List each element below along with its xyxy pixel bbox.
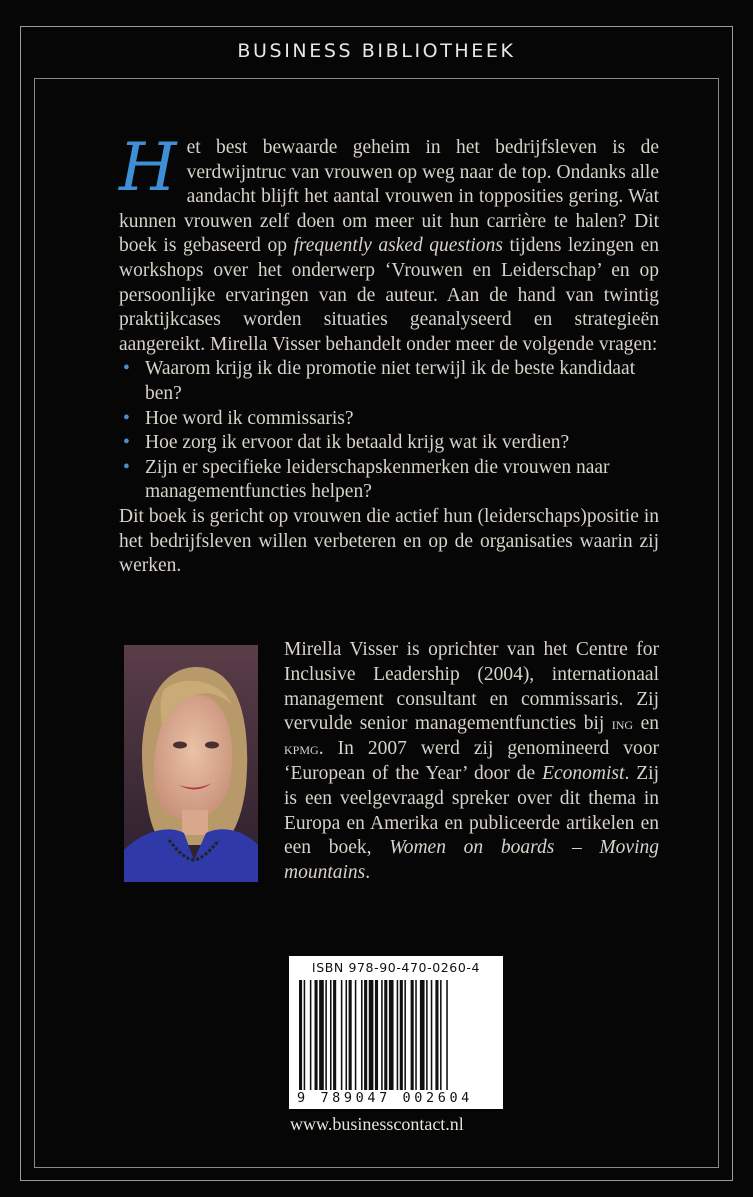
barcode-bar	[426, 980, 428, 1090]
barcode-bar	[435, 980, 438, 1090]
barcode-bar	[411, 980, 414, 1090]
barcode-bar	[355, 980, 357, 1090]
barcode-bar	[304, 980, 306, 1090]
blurb-closing: Dit boek is gericht op vrouwen die actief hun (leiderschaps)positie in het bedrijfsleven willen verbeteren en op de organisaties waarin zij werken.	[119, 505, 659, 577]
list-item: • Hoe word ik commissaris?	[119, 407, 659, 432]
barcode-bar	[397, 980, 399, 1090]
ing-text: ing	[611, 714, 634, 734]
website-url: www.businesscontact.nl	[290, 1114, 464, 1134]
bullet-icon: •	[123, 407, 130, 429]
barcode-bar	[364, 980, 367, 1090]
book-title: Women on boards – Moving mountains	[284, 837, 660, 884]
author-photo	[124, 645, 258, 882]
barcode-bar	[346, 980, 348, 1090]
barcode-bar	[299, 980, 302, 1090]
barcode-bar	[361, 980, 363, 1090]
barcode-bar	[319, 980, 324, 1090]
economist-text: Economist	[542, 762, 625, 784]
barcode-bar	[315, 980, 318, 1090]
barcode-bar	[400, 980, 403, 1090]
question-list	[119, 357, 659, 505]
barcode-bar	[310, 980, 312, 1090]
drop-cap: H	[119, 129, 177, 206]
isbn-label: ISBN 978-90-470-0260-4	[311, 960, 481, 975]
author-bio: Mirella Visser is oprichter van het Centre for Inclusive Leadership (2004), internationaal management consultant en commissaris. Zij vervulde senior managementfuncties bij ing en kpmg. In 2007 werd zij genomineerd voor ‘European of the Year’ door de Economist. Zij is een veelgevraagd spreker over dit thema in Europa en Amerika en publiceerde artikelen en een boek, Women on boards – Moving mountains.	[284, 639, 660, 884]
barcode-bar	[440, 980, 442, 1090]
intro-rest: tijdens lezingen en workshops over het onderwerp ‘Vrouwen en Leiderschap’ en op persoonlijke ervaringen van de auteur. Aan de hand van twintig praktijkcases worden situaties geanalyseerd en strategieën aangereikt. Mirella Visser behandelt onder meer de volgende vragen:	[119, 235, 659, 355]
barcode-bar	[384, 980, 387, 1090]
barcode-bar	[420, 980, 425, 1090]
barcode-bar	[446, 980, 448, 1090]
kpmg-text: kpmg	[284, 739, 319, 759]
barcode-bar	[381, 980, 383, 1090]
barcode-bar	[415, 980, 417, 1090]
barcode-bar	[330, 980, 332, 1090]
barcode-bar	[325, 980, 327, 1090]
barcode-bar	[369, 980, 374, 1090]
list-item: • Hoe zorg ik ervoor dat ik betaald krijg wat ik verdien?	[119, 431, 659, 456]
barcode-bar	[375, 980, 378, 1090]
barcode-bar	[431, 980, 433, 1090]
series-title: BUSINESS BIBLIOTHEEK	[237, 40, 516, 62]
bullet-icon: •	[123, 358, 130, 380]
barcode-bar	[404, 980, 406, 1090]
list-item: • Zijn er specifieke leiderschapskenmerken die vrouwen naar managementfuncties helpen?	[123, 456, 610, 503]
list-item: • Waarom krijg ik die promotie niet terwijl ik de beste kandidaat ben?	[123, 358, 636, 404]
barcode-bar	[389, 980, 394, 1090]
barcode-bar	[349, 980, 352, 1090]
bullet-icon: •	[123, 432, 130, 454]
barcode	[289, 956, 503, 1109]
intro-text: et best bewaarde geheim in het bedrijfsleven is de verdwijntruc van vrouwen op weg naar de top. Ondanks alle aandacht blijft het aantal vrouwen in topposities gering. Wat kunnen vrouwen zelf doen om meer uit hun carrière te halen? Dit boek is gebaseerd op	[119, 137, 659, 257]
blurb	[119, 129, 659, 579]
bullet-icon: •	[123, 456, 130, 478]
barcode-bars	[299, 980, 493, 1090]
barcode-bar	[341, 980, 343, 1090]
barcode-digits: 9 789047 002604	[297, 1090, 473, 1106]
intro-italic: frequently asked questions	[293, 235, 503, 257]
blurb-intro	[119, 129, 659, 357]
barcode-bar	[333, 980, 336, 1090]
